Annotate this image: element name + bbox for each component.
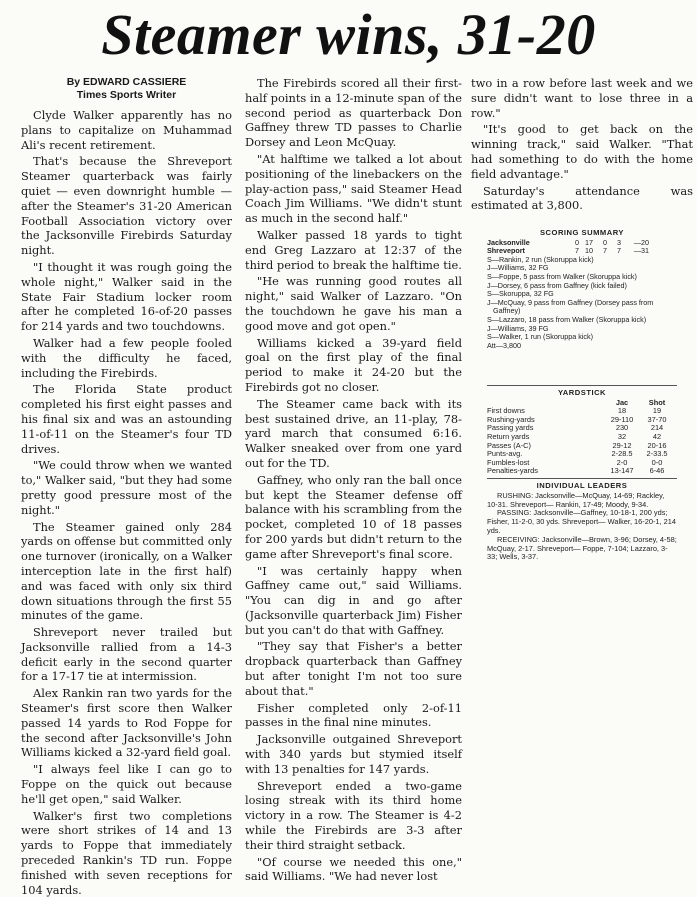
leaders-passing: PASSING: Jacksonville—Gaffney, 10-18-1, 200 yds; Fisher, 11-2-0, 30 yds. Shreveport— Walker, 16-20-1, 214 yds. <box>487 508 676 535</box>
scoring-play: J—Williams, 32 FG <box>487 263 549 273</box>
stat-jac: 2-28.5 <box>611 449 633 459</box>
quarter-score: 10 <box>585 246 593 256</box>
article-column-3 <box>471 76 693 216</box>
paragraph: "I was certainly happy when Gaffney came out," said Williams. "You can dig in and go after (Jacksonville quarterback Jim) Fisher but you can't do that with Gaffney. <box>245 563 462 637</box>
paragraph: "At halftime we talked a lot about positioning of the linebackers on the play-action pass," said Steamer Head Coach Jim Williams. "We didn't stunt as much in the second half." <box>245 151 462 226</box>
paragraph: Shreveport ended a two-game losing streak with its third home victory in a row. The Steamer is 4-2 while the Firebirds are 3-3 after their third straight setback. <box>245 778 462 852</box>
paragraph: Walker had a few people fooled with the difficulty he faced, including the Firebirds. <box>21 335 232 380</box>
quarter-score: 3 <box>617 237 621 247</box>
scoring-play: S—Walker, 1 run (Skoruppa kick) <box>487 332 593 342</box>
yardstick <box>487 389 677 476</box>
quarter-score: 7 <box>575 246 579 256</box>
team-name: Shreveport <box>487 246 525 256</box>
stat-jac: 2-0 <box>616 457 628 467</box>
yardstick-row <box>487 467 677 476</box>
scoring-play: J—Dorsey, 6 pass from Gaffney (kick failed) <box>487 280 627 290</box>
scoring-play: S—Rankin, 2 run (Skoruppa kick) <box>487 254 594 264</box>
stat-label: Passing yards <box>487 423 534 433</box>
stat-jac: 32 <box>617 431 627 441</box>
leaders-title: INDIVIDUAL LEADERS <box>536 481 628 490</box>
paragraph: Williams kicked a 39-yard field goal on the first play of the final period to make it 24-20 but the Firebirds got no closer. <box>245 335 462 394</box>
paragraph: two in a row before last week and we sure didn't want to lose three in a row." <box>471 76 693 120</box>
scoring-play: S—Skoruppa, 32 FG <box>487 289 554 299</box>
stat-shr: 214 <box>650 423 664 433</box>
total-score: —20 <box>633 237 649 247</box>
stat-shr: 20-16 <box>647 440 667 450</box>
paragraph: Alex Rankin ran two yards for the Steamer's first score then Walker passed 14 yards to Rod Foppe for the second after Jacksonville's John Williams kicked a 32-yard field goal. <box>21 686 232 760</box>
stat-shr: 6-46 <box>649 466 665 476</box>
team-name: Jacksonville <box>487 237 530 247</box>
divider <box>487 478 677 479</box>
quarter-score: 0 <box>575 237 579 247</box>
individual-leaders <box>487 482 677 562</box>
scoring-play: J—McQuay, 9 pass from Gaffney (Dorsey pass from Gaffney) <box>487 297 654 316</box>
leaders-rushing: RUSHING: Jacksonville—McQuay, 14-69; Rackley, 10-31. Shreveport— Rankin, 17-49; Moody, 9-34. <box>487 490 665 509</box>
paragraph: "He was running good routes all night," said Walker of Lazzaro. "On the touchdown he gave his man a good move and got open." <box>245 274 462 333</box>
divider <box>487 385 677 386</box>
paragraph: "We could throw when we wanted to," Walker said, "but they had some pretty good pressure most of the night." <box>21 458 232 517</box>
paragraph: "Of course we needed this one," said Williams. "We had never lost <box>245 854 462 884</box>
paragraph: Gaffney, who only ran the ball once but kept the Steamer defense off balance with his scrambling from the pocket, completed 10 of 18 passes for 200 yards but didn't return to the game after Shreveport's final score. <box>245 472 462 561</box>
stat-label: First downs <box>487 406 525 416</box>
scoring-play: S—Foppe, 5 pass from Walker (Skoruppa kick) <box>487 271 637 281</box>
stat-label: Penalties-yards <box>487 466 538 476</box>
scoring-play: J—Williams, 39 FG <box>487 323 549 333</box>
stat-shr: 0-0 <box>651 457 663 467</box>
quarter-score: 7 <box>617 246 621 256</box>
byline-role: Times Sports Writer <box>76 89 177 101</box>
total-score: —31 <box>633 246 649 256</box>
stat-label: Rushing-yards <box>487 414 535 424</box>
stat-label: Passes (A-C) <box>487 440 531 450</box>
byline-author: By EDWARD CASSIERE <box>66 76 187 88</box>
byline <box>21 76 232 102</box>
paragraph: "I always feel like I can go to Foppe on the quick out because he'll get open," said Walker. <box>21 762 232 806</box>
paragraph: Jacksonville outgained Shreveport with 340 yards but stymied itself with 13 penalties for 147 yards. <box>245 732 462 776</box>
team-col-jac: Jac <box>615 397 629 407</box>
scoring-play: S—Lazzaro, 18 pass from Walker (Skoruppa kick) <box>487 314 647 324</box>
quarter-score: 17 <box>585 237 593 247</box>
yardstick-title: YARDSTICK <box>557 388 607 397</box>
paragraph: The Firebirds scored all their first-half points in a 12-minute span of the second period as quarterback Don Gaffney threw TD passes to Charlie Dorsey and Leon McQuay. <box>245 76 462 150</box>
stat-jac: 230 <box>615 423 629 433</box>
paragraph: That's because the Shreveport Steamer quarterback was fairly quiet — even downright humble — after the Steamer's 31-20 American Football Association victory over the Jacksonville Firebirds Saturday night. <box>21 154 232 258</box>
quarter-score: 7 <box>603 246 607 256</box>
paragraph: Fisher completed only 2-of-11 passes in the final nine minutes. <box>245 700 462 730</box>
paragraph: Clyde Walker apparently has no plans to capitalize on Muhammad Ali's recent retirement. <box>21 108 232 152</box>
paragraph: Saturday's attendance was estimated at 3,800. <box>471 183 693 213</box>
paragraph: The Florida State product completed his first eight passes and his final six and was an astounding 11-of-11 on the Steamer's four TD drives. <box>21 382 232 456</box>
stat-jac: 13-147 <box>610 466 634 476</box>
attendance: Att—3,800 <box>487 340 521 350</box>
stat-shr: 37-70 <box>647 414 667 424</box>
paragraph: The Steamer gained only 284 yards on offense but committed only one turnover (ironically, on a Walker interception late in the first half) and was faced with only six third down situations through the first 55 minutes of the game. <box>21 519 232 623</box>
scoring-summary <box>487 229 677 350</box>
headline: Steamer wins, 31-20 <box>101 2 596 67</box>
paragraph: "It's good to get back on the winning track," said Walker. "That had something to do with the home field advantage." <box>471 122 693 181</box>
paragraph: Shreveport never trailed but Jacksonville rallied from a 14-3 deficit early in the second quarter for a 17-17 tie at intermission. <box>21 625 232 684</box>
quarter-score: 0 <box>603 237 607 247</box>
paragraph: Walker passed 18 yards to tight end Greg Lazzaro at 12:37 of the third period to break the halftime tie. <box>245 227 462 272</box>
paragraph: "I thought it was rough going the whole night," Walker said in the State Fair Stadium locker room after he completed 16-of-20 passes for 214 yards and two touchdowns. <box>21 259 232 334</box>
stat-label: Return yards <box>487 431 530 441</box>
scoring-title: SCORING SUMMARY <box>539 228 624 237</box>
stat-jac: 29-110 <box>610 414 634 424</box>
stat-jac: 18 <box>617 406 627 416</box>
paragraph: The Steamer came back with its best sustained drive, an 11-play, 78-yard march that consumed 6:16. Walker sneaked over from one yard out for the TD. <box>245 396 462 470</box>
article-column-2 <box>245 76 462 884</box>
stat-shr: 42 <box>652 431 662 441</box>
stat-shr: 19 <box>652 406 662 416</box>
stat-jac: 29-12 <box>612 440 632 450</box>
team-col-shr: Shot <box>648 397 666 407</box>
stat-label: Fumbles-lost <box>487 457 530 467</box>
paragraph: Walker's first two completions were short strikes of 14 and 13 yards to Foppe that immediately preceded Rankin's TD run. Foppe finished with seven receptions for 104 yards. <box>21 808 232 897</box>
paragraph: "They say that Fisher's a better dropback quarterback than Gaffney but after tonight I'm not too sure about that." <box>245 639 462 698</box>
leaders-receiving: RECEIVING: Jacksonville—Brown, 3-96; Dorsey, 4-58; McQuay, 2-17. Shreveport— Foppe, 7-104; Lazzaro, 3-33; Wells, 3-37. <box>487 534 677 562</box>
stat-shr: 2-33.5 <box>646 449 668 459</box>
stat-label: Punts-avg. <box>487 449 523 459</box>
article-column-1 <box>21 76 232 897</box>
